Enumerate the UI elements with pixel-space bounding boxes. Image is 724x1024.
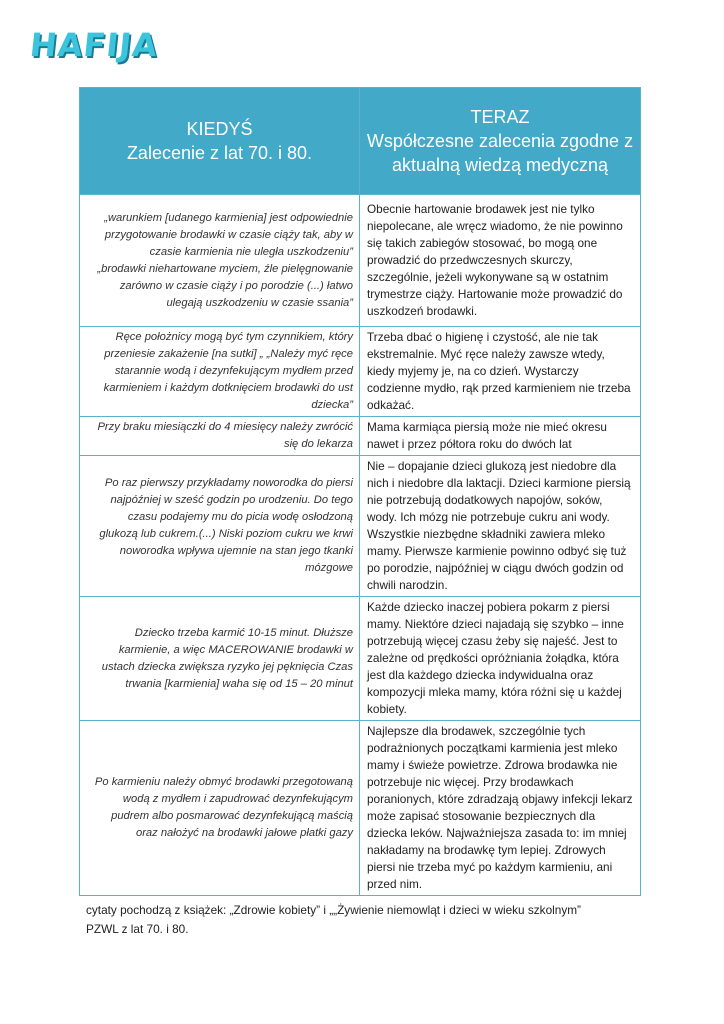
now-cell: Nie – dopajanie dzieci glukozą jest niedobre dla nich i niedobre dla laktacji. Dzieci karmione piersią nie potrzebują dodatkowych napojów, soków, wody. Ich mózg nie potrzebuje cukru ani wody. Wszystkie niezbędne składniki zawiera mleko mamy. Pierwsze karmienie powinno odbyć się tuż po porodzie, najpóźniej w ciągu dwóch godzin od chwili narodzin.: [360, 456, 641, 597]
hafija-logo: HAFIJA: [28, 26, 160, 64]
then-quote: „brodawki niehartowane myciem, źle pielęgnowanie zarówno w czasie ciąży i po porodzie (...) łatwo ulegają uszkodzeniu w czasie ssania”: [97, 262, 353, 309]
then-cell: [80, 195, 360, 327]
then-quote: „warunkiem [udanego karmienia] jest odpowiednie przygotowanie brodawki w czasie ciąży tak, aby w czasie karmienia nie uległa uszkodzeniu”: [104, 211, 353, 258]
header-now-subtitle: Współczesne zalecenia zgodne z aktualną wiedzą medyczną: [366, 131, 634, 175]
header-now: [360, 88, 641, 195]
now-cell: Każde dziecko inaczej pobiera pokarm z piersi mamy. Niektóre dzieci najadają się szybko – inne potrzebują więcej czasu żeby się najeść. Jest to zależne od prędkości opróżniania żołądka, która jest dla każdego dziecka indywidualna oraz kompozycji mleka mamy, która różni się u każdej kobiety.: [360, 597, 641, 721]
then-quote: Po raz pierwszy przykładamy noworodka do piersi najpóźniej w sześć godzin po urodzeniu. Do tego czasu podajemy mu do picia wodę osłodzoną glukozą lub cukrem.(...) Niski poziom cukru we krwi noworodka wpływa ujemnie na stan jego tkanki mózgowe: [99, 477, 353, 574]
table-row: [80, 456, 641, 597]
source-note-line: PZWL z lat 70. i 80.: [86, 922, 189, 936]
then-cell: [80, 597, 360, 721]
table-row: [80, 327, 641, 417]
now-cell: Mama karmiąca piersią może nie mieć okresu nawet i przez półtora roku do dwóch lat: [360, 417, 641, 456]
now-cell: Trzeba dbać o higienę i czystość, ale nie tak ekstremalnie. Myć ręce należy zawsze wtedy, kiedy myjemy je, na co dzień. Wystarczy codzienne mydło, rąk przed karmieniem nie trzeba odkażać.: [360, 327, 641, 417]
then-quote: Przy braku miesiączki do 4 miesięcy należy zwrócić się do lekarza: [97, 421, 353, 450]
table-header-row: [80, 88, 641, 195]
now-cell: Najlepsze dla brodawek, szczególnie tych podrażnionych początkami karmienia jest mleko mamy i świeże powietrze. Zdrowa brodawka nie potrzebuje nic więcej. Przy brodawkach poranionych, które zdradzają objawy infekcji lekarz może zapisać stosowanie bezpiecznych dla dziecka leków. Najważniejsza zasada to: im mniej nakładamy na brodawkę tym lepiej. Zdrowych piersi nie trzeba myć po każdym karmieniu, ani przed nim.: [360, 721, 641, 896]
header-now-title: TERAZ: [470, 107, 530, 127]
source-note: [86, 901, 646, 939]
then-quote: Po karmieniu należy obmyć brodawki przegotowaną wodą z mydłem i zapudrować dezynfekującym pudrem albo posmarować dezynfekującą maścią oraz nałożyć na brodawki jałowe płatki gazy: [94, 776, 353, 839]
table-row: [80, 417, 641, 456]
table-row: [80, 721, 641, 896]
header-then-subtitle: Zalecenie z lat 70. i 80.: [126, 143, 313, 163]
table-row: [80, 195, 641, 327]
then-quote: Ręce położnicy mogą być tym czynnikiem, który przeniesie zakażenie [na sutki] „ „Należy myć ręce starannie wodą i dezynfekującym mydłem przed karmieniem i każdym dotknięciem brodawki do ust dziecka”: [103, 331, 353, 411]
source-note-line: cytaty pochodzą z książek: „Zdrowie kobiety” i „„Żywienie niemowląt i dzieci w wieku szkolnym”: [86, 903, 581, 917]
now-cell: Obecnie hartowanie brodawek jest nie tylko niepolecane, ale wręcz wiadomo, że nie powinno się takich zabiegów stosować, bo mogą one prowadzić do przedwczesnych skurczy, szczególnie, jeżeli wykonywane są w ostatnim trymestrze ciąży. Hartowanie może prowadzić do uszkodzeń brodawki.: [360, 195, 641, 327]
table-row: [80, 597, 641, 721]
header-then: [80, 88, 360, 195]
then-cell: [80, 721, 360, 896]
then-cell: [80, 456, 360, 597]
then-quote: Dziecko trzeba karmić 10-15 minut. Dłuższe karmienie, a więc MACEROWANIE brodawki w ustach dziecka zwiększa ryzyko jej pęknięcia Czas trwania [karmienia] waha się od 15 – 20 minut: [101, 626, 353, 690]
then-cell: [80, 327, 360, 417]
comparison-table: [79, 87, 641, 896]
then-cell: [80, 417, 360, 456]
header-then-title: KIEDYŚ: [186, 119, 253, 139]
